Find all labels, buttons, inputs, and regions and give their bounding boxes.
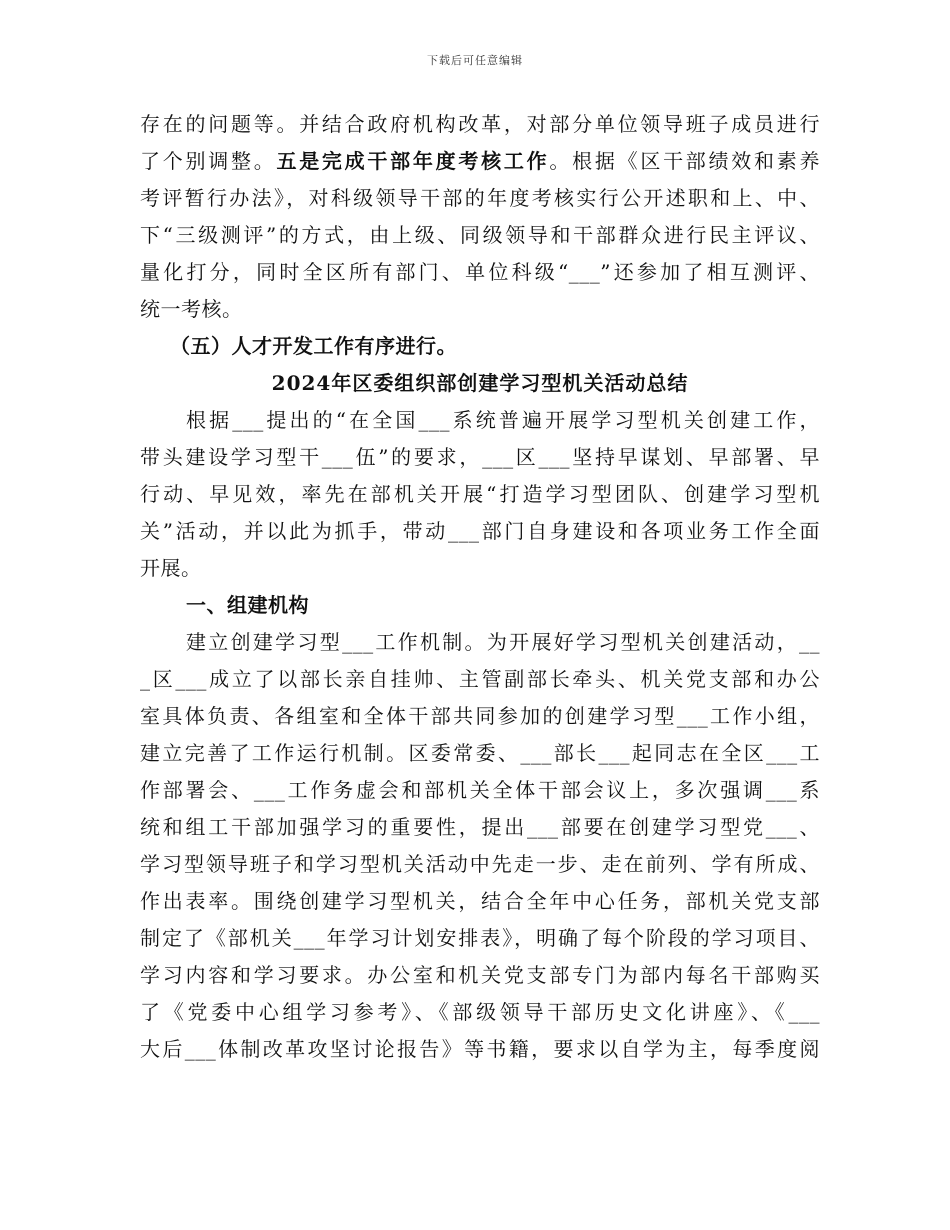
document-body — [140, 106, 820, 1068]
paragraph-line: 存在的问题等。并结合政府机构改革，对部分单位领导班子成员进行 — [140, 112, 820, 136]
paragraph-line: 行动、早见效，率先在部机关开展“打造学习型团队、创建学习型机 — [140, 482, 820, 506]
paragraph-line: 建立完善了工作运行机制。区委常委、___部长___起同志在全区___工 — [140, 741, 820, 765]
paragraph-line — [140, 143, 820, 180]
paragraph-line: 考评暂行办法》，对科级领导干部的年度考核实行公开述职和上、中、 — [140, 186, 820, 210]
paragraph-line: 大后___体制改革攻坚讨论报告》等书籍，要求以自学为主，每季度阅 — [140, 1037, 820, 1061]
paragraph-line: _区___成立了以部长亲自挂帅、主管副部长牵头、机关党支部和办公 — [140, 667, 820, 691]
text-run: 了个别调整。 — [140, 149, 277, 173]
page-header-note: 下载后可任意编辑 — [427, 54, 523, 67]
text-run: 。根据《区干部绩效和素养 — [549, 149, 820, 173]
paragraph-line: 室具体负责、各组室和全体干部共同参加的创建学习型___工作小组， — [140, 704, 820, 728]
paragraph-line: 下“三级测评”的方式，由上级、同级领导和干部群众进行民主评议、 — [140, 223, 820, 247]
paragraph-line: 量化打分，同时全区所有部门、单位科级“___”还参加了相互测评、 — [140, 260, 820, 284]
paragraph-line: 学习型领导班子和学习型机关活动中先走一步、走在前列、学有所成、 — [140, 852, 820, 876]
paragraph-line: 作部署会、___工作务虚会和部机关全体干部会议上，多次强调___系 — [140, 778, 820, 802]
section-heading: （五）人才开发工作有序进行。 — [170, 334, 457, 358]
paragraph-line: 统一考核。 — [140, 297, 243, 321]
paragraph-line: 统和组工干部加强学习的重要性，提出___部要在创建学习型党___、 — [140, 815, 820, 839]
paragraph-line: 根据___提出的“在全国___系统普遍开展学习型机关创建工作， — [186, 408, 820, 432]
paragraph-line: 制定了《部机关___年学习计划安排表》，明确了每个阶段的学习项目、 — [140, 926, 820, 950]
paragraph-line: 带头建设学习型干___伍”的要求，___区___坚持早谋划、早部署、早 — [140, 445, 820, 469]
paragraph-line: 关”活动，并以此为抓手，带动___部门自身建设和各项业务工作全面 — [140, 519, 820, 543]
document-title: 2024年区委组织部创建学习型机关活动总结 — [271, 371, 689, 395]
paragraph-line: 了《党委中心组学习参考》、《部级领导干部历史文化讲座》、《___ — [140, 1000, 820, 1024]
paragraph-line: 开展。 — [140, 556, 202, 580]
section-heading: 一、组建机构 — [186, 593, 309, 617]
paragraph-line: 学习内容和学习要求。办公室和机关党支部专门为部内每名干部购买 — [140, 963, 820, 987]
paragraph-line: 作出表率。围绕创建学习型机关，结合全年中心任务，部机关党支部 — [140, 889, 820, 913]
paragraph-line: 建立创建学习型___工作机制。为开展好学习型机关创建活动，__ — [186, 630, 820, 654]
bold-text-run: 五是完成干部年度考核工作 — [276, 149, 550, 173]
